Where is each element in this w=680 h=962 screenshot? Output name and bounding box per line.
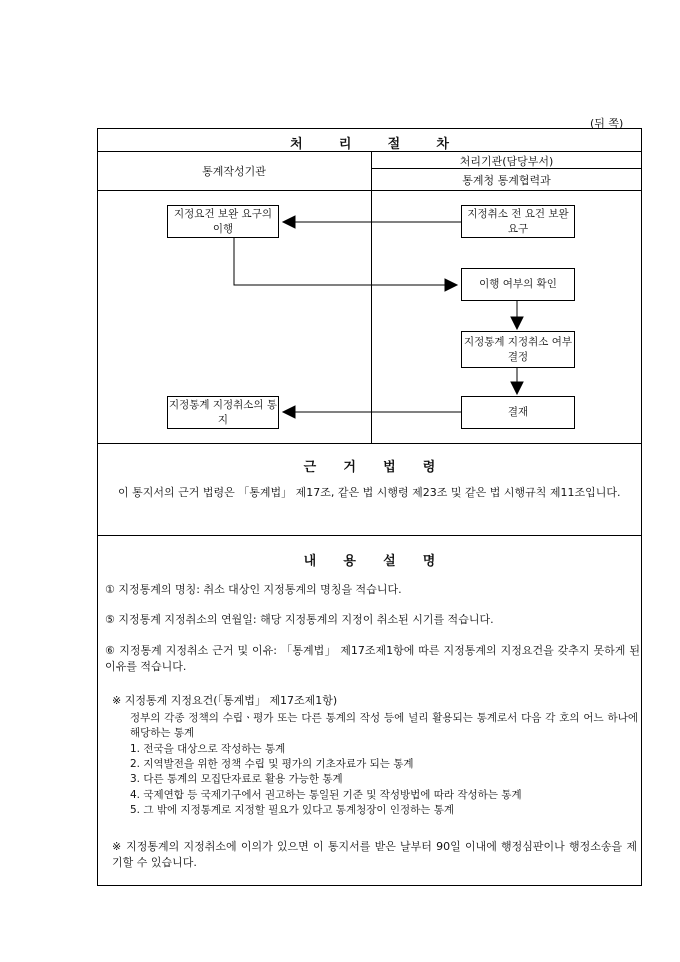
back-side-label: (뒤 쪽): [590, 117, 624, 130]
left-column-header: 통계작성기관: [202, 165, 266, 178]
arrowhead-down-icon: [511, 382, 523, 394]
arrow-fulfill-to-confirm: [234, 238, 445, 285]
step-notify-cancellation: 지정통계 지정취소의 통지: [167, 396, 279, 429]
arrowhead-left-icon: [283, 406, 295, 418]
divider: [97, 535, 642, 536]
note-appeal-rights: ※ 지정통계의 지정취소에 이의가 있으면 이 통지서를 받은 날부터 90일 이내에 행정심판이나 행정소송을 제기할 수 있습니다.: [112, 840, 637, 869]
note-designation-requirements-intro: 정부의 각종 정책의 수립ㆍ평가 또는 다른 통계의 작성 등에 널리 활용되는 통계로서 다음 각 호의 어느 하나에 해당하는 통계: [130, 712, 638, 740]
step-fulfill-request: 지정요건 보완 요구의 이행: [167, 205, 279, 238]
list-item: 4. 국제연합 등 국제기구에서 권고하는 통일된 기준 및 작성방법에 따라 작성하는 통계: [130, 788, 522, 801]
list-item: 2. 지역발전을 위한 정책 수립 및 평가의 기초자료가 되는 통계: [130, 758, 414, 771]
conditions-list: [130, 742, 522, 818]
list-item: 3. 다른 통계의 모집단자료로 활용 가능한 통계: [130, 773, 343, 786]
list-item: 5. 그 밖에 지정통계로 지정할 필요가 있다고 통계청장이 인정하는 통계: [130, 803, 455, 816]
explanation-item-5: ⑤ 지정통계 지정취소의 연월일: 해당 지정통계의 지정이 취소된 시기를 적습니다.: [105, 613, 494, 626]
step-decide-cancellation: 지정통계 지정취소 여부 결정: [461, 331, 575, 368]
procedure-title: 처 리 절 차: [290, 137, 449, 152]
law-text: 이 통지서의 근거 법령은 「통계법」 제17조, 같은 법 시행령 제23조 및 같은 법 시행규칙 제11조입니다.: [118, 486, 621, 499]
right-column-department: 통계청 통계협력과: [462, 174, 551, 187]
explanation-item-1: ① 지정통계의 명칭: 취소 대상인 지정통계의 명칭을 적습니다.: [105, 583, 402, 596]
arrowhead-right-icon: [445, 279, 457, 291]
divider: [97, 443, 642, 444]
step-approval: 결재: [461, 396, 575, 429]
step-request-supplement: 지정취소 전 요건 보완 요구: [461, 205, 575, 238]
explanation-title: 내 용 설 명: [303, 554, 436, 569]
law-title: 근 거 법 령: [303, 460, 436, 475]
arrowhead-left-icon: [283, 216, 295, 228]
right-column-header: 처리기관(담당부서): [459, 155, 554, 168]
explanation-item-6: ⑥ 지정통계 지정취소 근거 및 이유: 「통계법」 제17조제1항에 따른 지정통계의 지정요건을 갖추지 못하게 된 이유를 적습니다.: [105, 644, 640, 673]
arrowhead-down-icon: [511, 317, 523, 329]
note-designation-requirements-title: ※ 지정통계 지정요건(「통계법」 제17조제1항): [112, 694, 338, 707]
list-item: 1. 전국을 대상으로 작성하는 통계: [130, 743, 286, 755]
step-confirm-fulfillment: 이행 여부의 확인: [461, 268, 575, 301]
